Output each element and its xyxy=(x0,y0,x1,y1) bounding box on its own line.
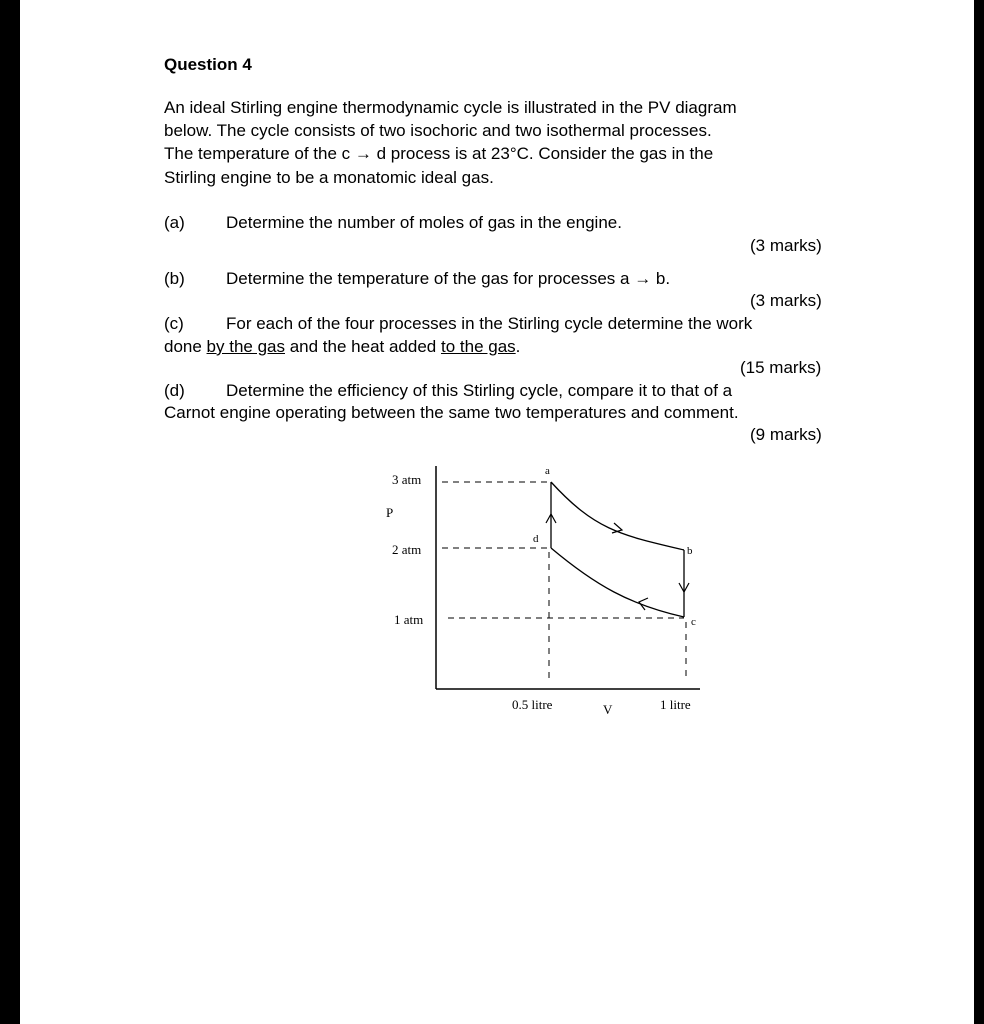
part-c-line-2-b: and the heat added xyxy=(285,337,441,356)
intro-line-2: below. The cycle consists of two isochoric and two isothermal processes. xyxy=(164,121,712,140)
v-axis-label: V xyxy=(603,702,613,717)
part-d-line-2: Carnot engine operating between the same two temperatures and comment. xyxy=(164,403,739,422)
point-b-label: b xyxy=(687,545,693,557)
v-tick-0.5litre: 0.5 litre xyxy=(512,697,553,712)
part-b-label: (b) xyxy=(164,269,185,288)
part-d-marks: (9 marks) xyxy=(750,425,822,444)
process-c-d xyxy=(551,548,684,617)
pv-diagram xyxy=(20,0,974,1024)
intro-line-1: An ideal Stirling engine thermodynamic cycle is illustrated in the PV diagram xyxy=(164,98,737,117)
by-the-gas-underlined: by the gas xyxy=(206,337,285,356)
part-c-marks: (15 marks) xyxy=(740,358,822,377)
point-d-label: d xyxy=(533,533,539,545)
process-a-b xyxy=(551,482,684,550)
p-tick-2atm: 2 atm xyxy=(392,542,422,557)
document-page xyxy=(20,0,974,1024)
part-d-line-1: Determine the efficiency of this Stirling cycle, compare it to that of a xyxy=(226,381,733,400)
arrow-c-d xyxy=(639,598,648,610)
part-a-text: Determine the number of moles of gas in the engine. xyxy=(226,213,622,232)
arrow-a-b xyxy=(612,523,622,533)
part-c-line-2-c: . xyxy=(515,337,521,356)
part-b-marks: (3 marks) xyxy=(750,291,822,310)
question-title: Question 4 xyxy=(164,55,252,74)
p-tick-1atm: 1 atm xyxy=(394,612,424,627)
part-c-line-1: For each of the four processes in the Stirling cycle determine the work xyxy=(226,314,753,333)
right-border xyxy=(974,0,984,1024)
part-a-label: (a) xyxy=(164,213,185,232)
v-tick-1litre: 1 litre xyxy=(660,697,691,712)
p-tick-3atm: 3 atm xyxy=(392,472,422,487)
part-a-marks: (3 marks) xyxy=(750,236,822,255)
left-border xyxy=(0,0,20,1024)
intro-line-4: Stirling engine to be a monatomic ideal gas. xyxy=(164,168,494,187)
part-c-label: (c) xyxy=(164,314,184,333)
part-d-label: (d) xyxy=(164,381,185,400)
point-c-label: c xyxy=(691,616,696,628)
to-the-gas-underlined: to the gas xyxy=(440,337,516,356)
point-a-label: a xyxy=(545,465,550,477)
part-c-line-2-a: done xyxy=(164,337,207,356)
intro-line-3: The temperature of the c → d process is at 23°C. Consider the gas in the xyxy=(164,144,714,163)
p-axis-label: P xyxy=(386,505,394,520)
part-b-text: Determine the temperature of the gas for processes a → b. xyxy=(226,269,671,288)
